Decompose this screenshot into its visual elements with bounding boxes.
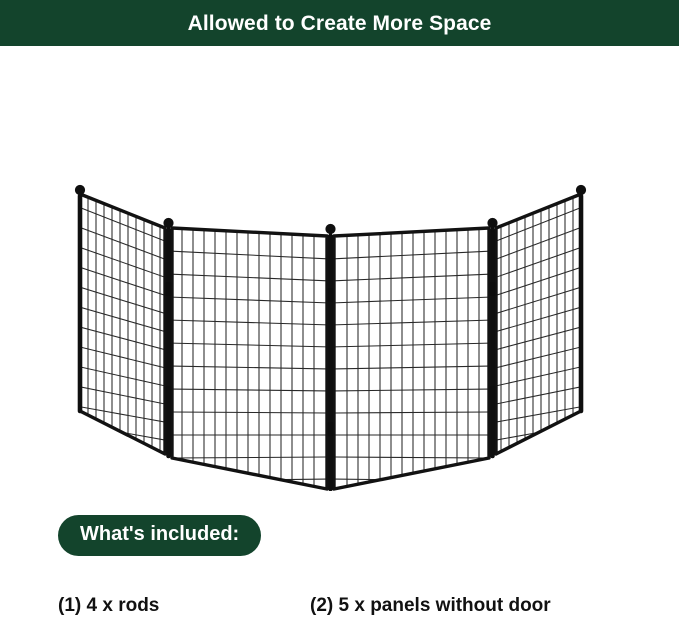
- header-banner: [0, 0, 679, 46]
- product-image: [0, 46, 679, 491]
- included-item-rods: (1) 4 x rods: [58, 595, 160, 616]
- playpen-illustration: [0, 46, 679, 491]
- included-items-list: [0, 596, 679, 627]
- included-item-panels: (2) 5 x panels without door: [310, 595, 551, 616]
- whats-included-badge: [58, 515, 261, 556]
- page-title: Allowed to Create More Space: [187, 11, 492, 35]
- whats-included-label: What's included:: [80, 523, 240, 545]
